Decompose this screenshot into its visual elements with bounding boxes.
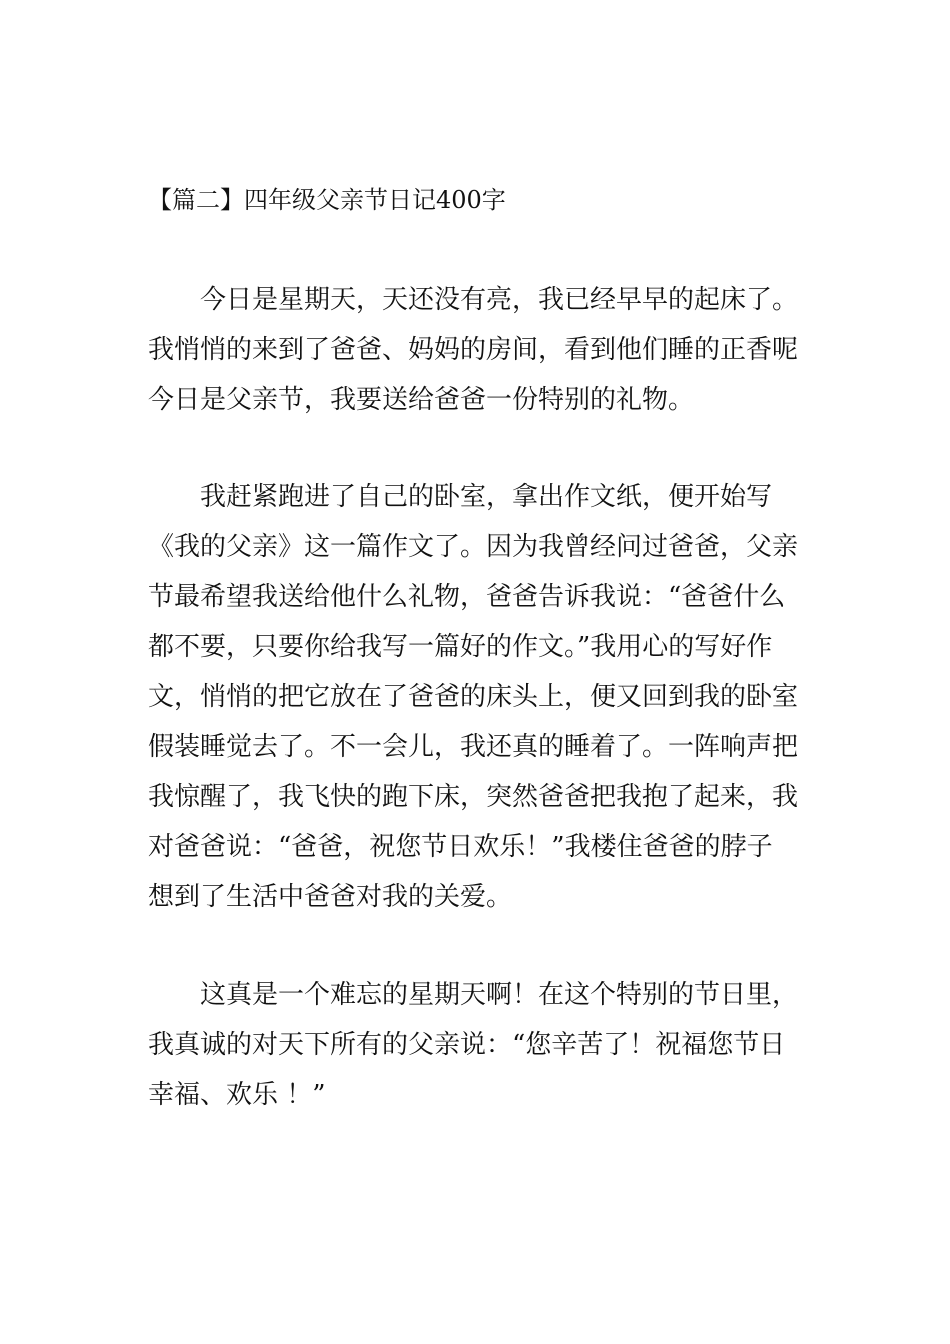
paragraph-line: 我真诚的对天下所有的父亲说：“您辛苦了！祝福您节日 — [148, 1030, 786, 1060]
document-title: 【篇二】四年级父亲节日记400字 — [148, 186, 506, 214]
paragraph-line: 今日是父亲节，我要送给爸爸一份特别的礼物。 — [148, 385, 695, 415]
paragraph-line: 对爸爸说：“爸爸，祝您节日欢乐！”我楼住爸爸的脖子 — [148, 832, 773, 862]
paragraph-line: 幸福、欢乐 ！” — [148, 1080, 326, 1110]
paragraph-line: 我悄悄的来到了爸爸、妈妈的房间，看到他们睡的正香呢 — [148, 335, 799, 365]
paragraph-line: 今日是星期天，天还没有亮，我已经早早的起床了。 — [200, 285, 799, 315]
paragraph-line: 我惊醒了，我飞快的跑下床，突然爸爸把我抱了起来，我 — [148, 782, 799, 812]
paragraph-line: 我赶紧跑进了自己的卧室，拿出作文纸，便开始写 — [200, 482, 773, 512]
paragraph-line: 《我的父亲》这一篇作文了。因为我曾经问过爸爸，父亲 — [148, 532, 799, 562]
paragraph-line: 这真是一个难忘的星期天啊！在这个特别的节日里， — [200, 980, 799, 1010]
paragraph-line: 假装睡觉去了。不一会儿，我还真的睡着了。一阵响声把 — [148, 732, 799, 762]
paragraph-3 — [148, 970, 808, 1120]
paragraph-line: 文，悄悄的把它放在了爸爸的床头上，便又回到我的卧室 — [148, 682, 799, 712]
paragraph-line: 都不要，只要你给我写一篇好的作文。”我用心的写好作 — [148, 632, 773, 662]
paragraph-line: 节最希望我送给他什么礼物，爸爸告诉我说：“爸爸什么 — [148, 582, 786, 612]
paragraph-1 — [148, 275, 808, 425]
paragraph-line: 想到了生活中爸爸对我的关爱。 — [148, 882, 513, 912]
paragraph-2 — [148, 472, 808, 922]
